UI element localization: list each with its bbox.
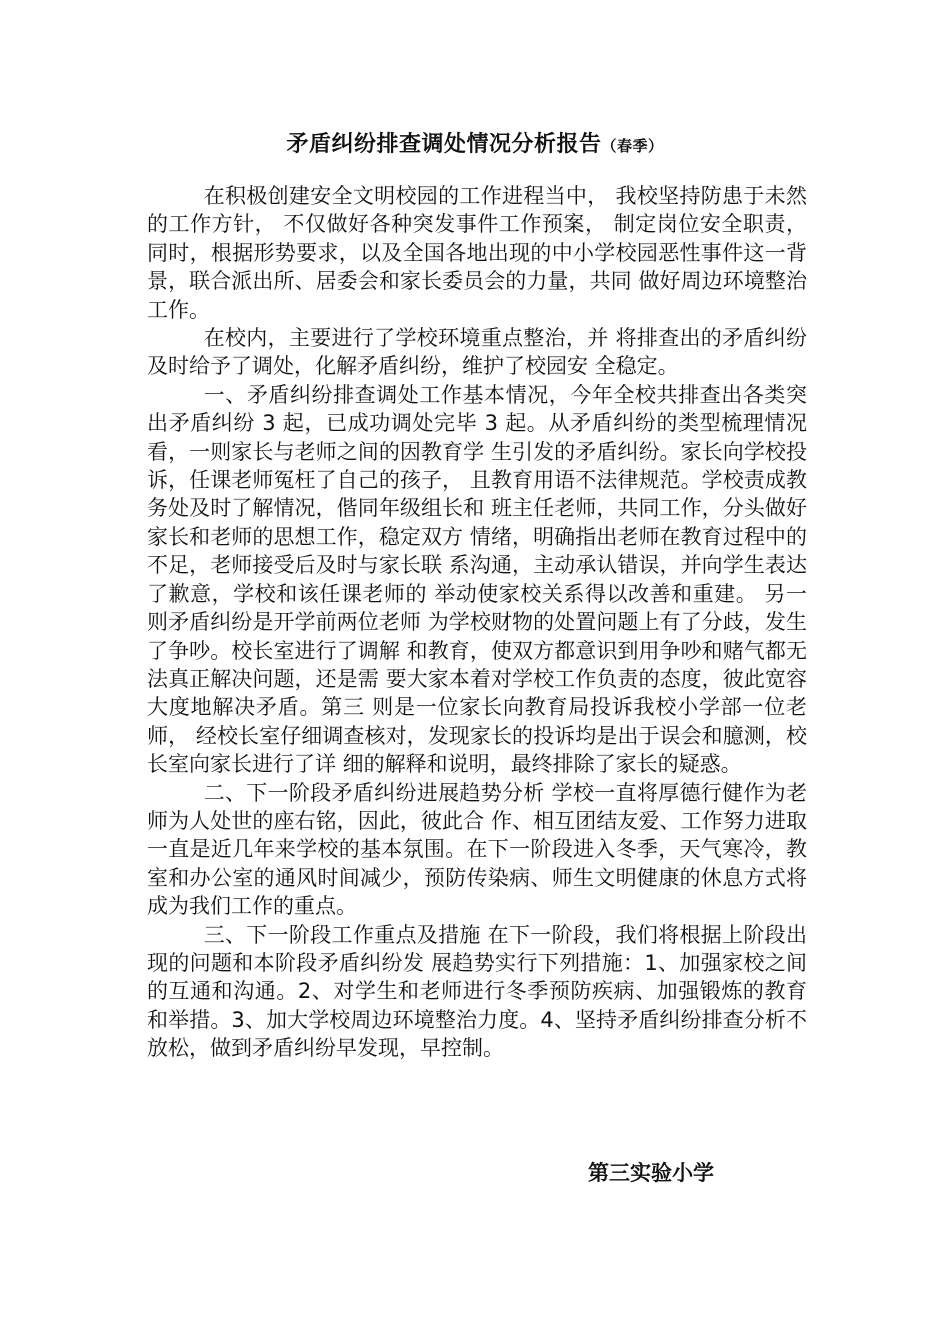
paragraph-section-1: 一、矛盾纠纷排查调处工作基本情况，今年全校共排查出各类突出矛盾纠纷 3 起，已成功调处完毕 3 起。从矛盾纠纷的类型梳理情况看，一则家长与老师之间的因教育学 生引发的矛盾纠纷。家长向学校投诉，任课老师冤枉了自己的孩子， 且教育用语不法律规范。学校责成教务处及时了解情况，偕同年级组长和 班主任老师，共同工作，分头做好家长和老师的思想工作，稳定双方 情绪，明确指出老师在教育过程中的不足，老师接受后及时与家长联 系沟通，主动承认错误，并向学生表达了歉意，学校和该任课老师的 举动使家校关系得以改善和重建。 另一则矛盾纠纷是开学前两位老师 为学校财物的处置问题上有了分歧，发生了争吵。校长室进行了调解 和教育，使双方都意识到用争吵和赌气都无法真正解决问题，还是需 要大家本着对学校工作负责的态度，彼此宽容大度地解决矛盾。第三 则是一位家长向教育局投诉我校小学部一位老师， 经校长室仔细调查核对，发现家长的投诉均是出于误会和臆测，校长室向家长进行了详 细的解释和说明，最终排除了家长的疑惑。 <box>147 382 807 777</box>
document-title <box>0 127 950 158</box>
paragraph-intro: 在积极创建安全文明校园的工作进程当中， 我校坚持防患于未然的工作方针， 不仅做好各种突发事件工作预案， 制定岗位安全职责， 同时，根据形势要求，以及全国各地出现的中小学校园恶性事件这一背景，联合派出所、居委会和家长委员会的力量，共同 做好周边环境整治工作。 <box>147 184 807 322</box>
title-season: （春季） <box>601 137 664 155</box>
paragraph-section-3: 三、下一阶段工作重点及措施 在下一阶段，我们将根据上阶段出现的问题和本阶段矛盾纠纷发 展趋势实行下列措施：1、加强家校之间的互通和沟通。2、对学生和老师进行冬季预防疾病、加强锻炼的教育和举措。3、加大学校周边环境整治力度。4、坚持矛盾纠纷排查分析不放松，做到矛盾纠纷早发现，早控制。 <box>147 922 807 1061</box>
signature: 第三实验小学 <box>588 1160 714 1185</box>
paragraph-section-2: 二、下一阶段矛盾纠纷进展趋势分析 学校一直将厚德行健作为老师为人处世的座右铭，因此，彼此合 作、相互团结友爱、工作努力进取一直是近几年来学校的基本氛围。在下一阶段进入冬季，天气寒冷，教室和办公室的通风时间减少，预防传染病、师生文明健康的休息方式将成为我们工作的重点。 <box>147 780 807 919</box>
title-main: 矛盾纠纷排查调处情况分析报告 <box>286 131 602 157</box>
paragraph-campus: 在校内，主要进行了学校环境重点整治，并 将排查出的矛盾纠纷及时给予了调处，化解矛盾纠纷，维护了校园安 全稳定。 <box>147 326 807 379</box>
document-body <box>147 182 807 1063</box>
